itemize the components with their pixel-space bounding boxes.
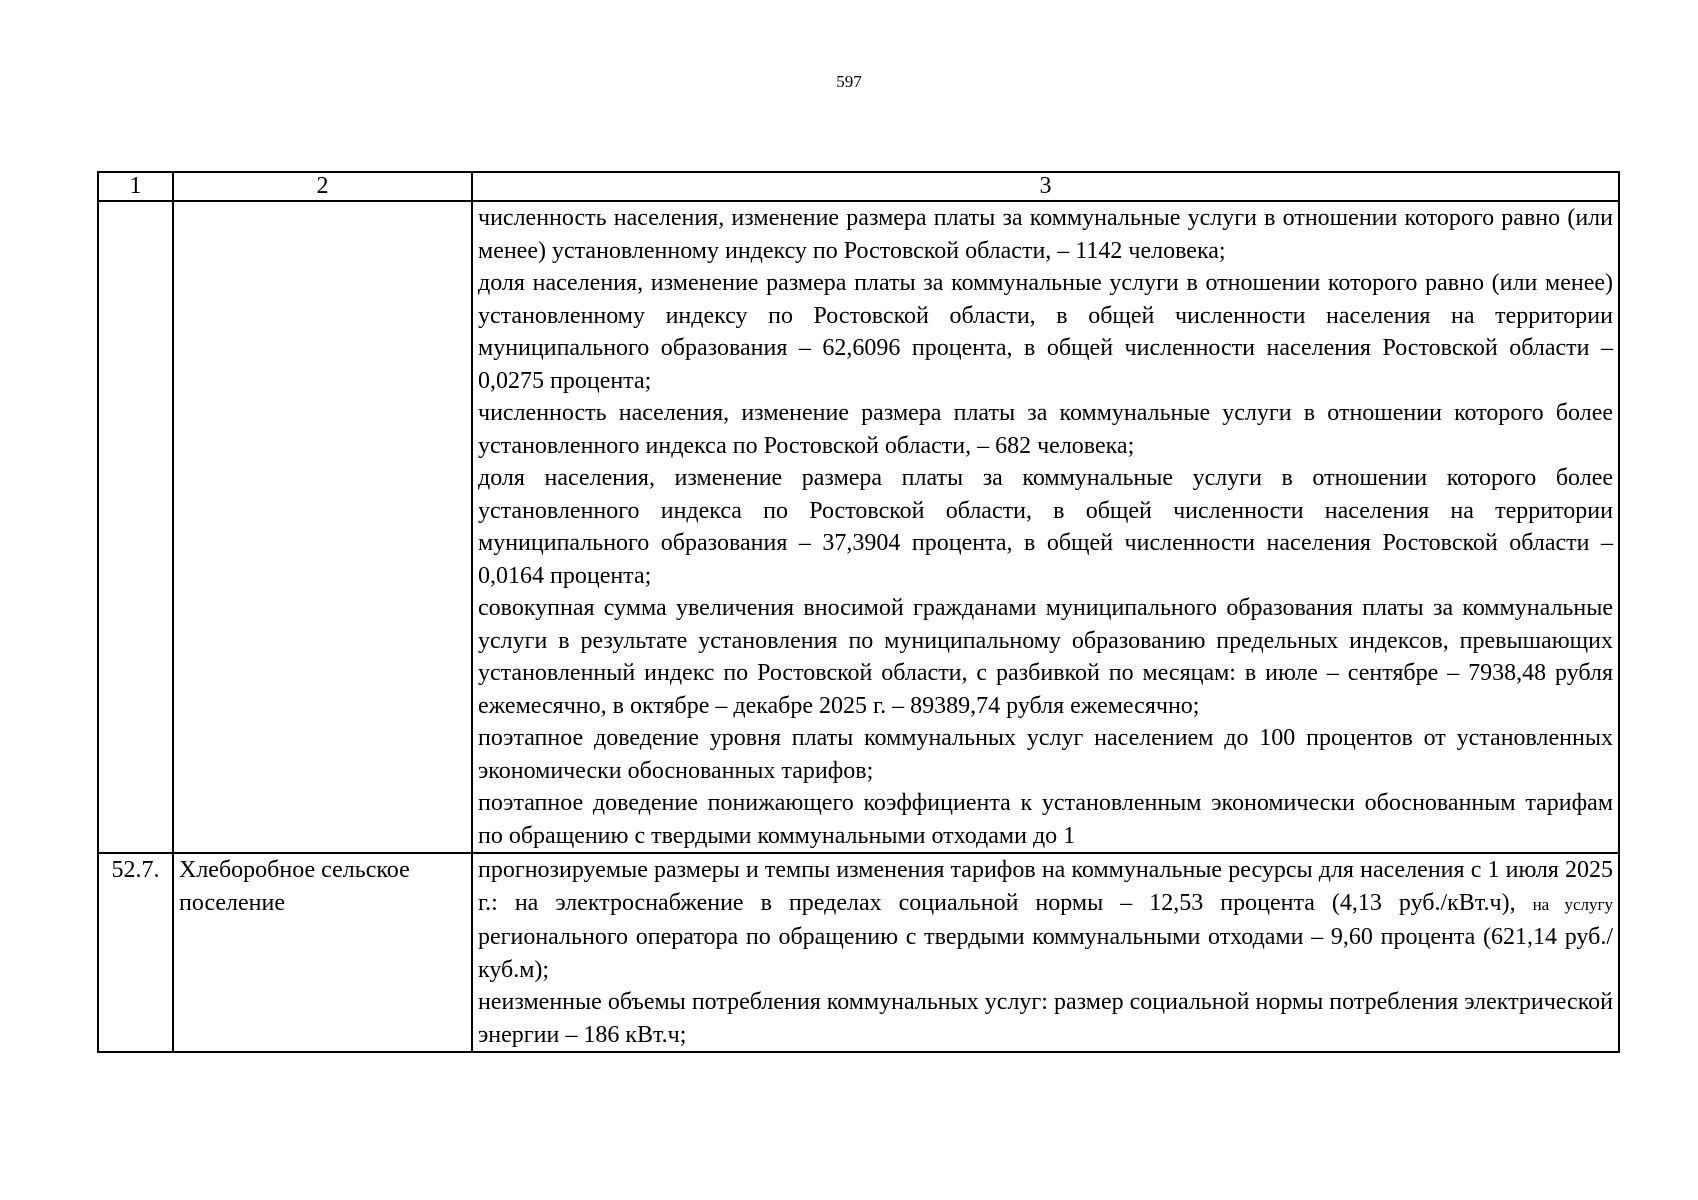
paragraph-small-text: на услугу [1532, 894, 1613, 914]
page-number: 597 [836, 72, 862, 91]
paragraph: поэтапное доведение уровня платы коммунальных услуг населением до 100 процентов от установленных экономически обоснованных тарифов; [478, 725, 1613, 784]
paragraph: доля населения, изменение размера платы за коммунальные услуги в отношении которого более установленного индекса по Ростовской области, в общей численности населения на территории муниципального образования – 37,3904 процента, в общей численности населения Ростовской области – 0,0164 процента; [478, 465, 1613, 589]
settlement-name-cell [173, 201, 472, 853]
table-row-52-7 [98, 853, 1619, 1052]
table-header-row [98, 172, 1619, 201]
settlement-name-cell: Хлеборобное сельское поселение [173, 853, 472, 1052]
paragraph: доля населения, изменение размера платы за коммунальные услуги в отношении которого равно (или менее) установленному индексу по Ростовской области, в общей численности населения на территории муниципального образования – 62,6096 процента, в общей численности населения Ростовской области – 0,0275 процента; [478, 270, 1613, 394]
indicators-cell [472, 201, 1619, 853]
paragraph: совокупная сумма увеличения вносимой гражданами муниципального образования платы за коммунальные услуги в результате установления по муниципальному образованию предельных индексов, превышающих установленный индекс по Ростовской области, с разбивкой по месяцам: в июле – сентябре – 7938,48 рубля ежемесячно, в октябре – декабре 2025 г. – 89389,74 рубля ежемесячно; [478, 595, 1613, 719]
document-table [97, 171, 1620, 1053]
paragraph: численность населения, изменение размера платы за коммунальные услуги в отношении которого равно (или менее) установленному индексу по Ростовской области, – 1142 человека; [478, 205, 1613, 264]
column-header-3: 3 [472, 172, 1619, 201]
paragraph: численность населения, изменение размера платы за коммунальные услуги в отношении которого более установленного индекса по Ростовской области, – 682 человека; [478, 400, 1613, 459]
indicators-cell [472, 853, 1619, 1052]
row-number-cell: 52.7. [98, 853, 173, 1052]
row-number-cell [98, 201, 173, 853]
table-row-continued [98, 201, 1619, 853]
column-header-1: 1 [98, 172, 173, 201]
paragraph-text: регионального оператора по обращению с твердыми коммунальными отходами – 9,60 процента (621,14 руб./куб.м); [478, 924, 1613, 983]
paragraph [478, 854, 1613, 986]
column-header-2: 2 [173, 172, 472, 201]
paragraph-text: прогнозируемые размеры и темпы изменения тарифов на коммунальные ресурсы для населения с 1 июля 2025 г.: на электроснабжение в пределах социальной нормы – 12,53 процента (4,13 руб./кВт.ч), [478, 857, 1613, 916]
paragraph: неизменные объемы потребления коммунальных услуг: размер социальной нормы потребления электрической энергии – 186 кВт.ч; [478, 989, 1613, 1048]
paragraph: поэтапное доведение понижающего коэффициента к установленным экономически обоснованным тарифам по обращению с твердыми коммунальными отходами до 1 [478, 790, 1613, 849]
